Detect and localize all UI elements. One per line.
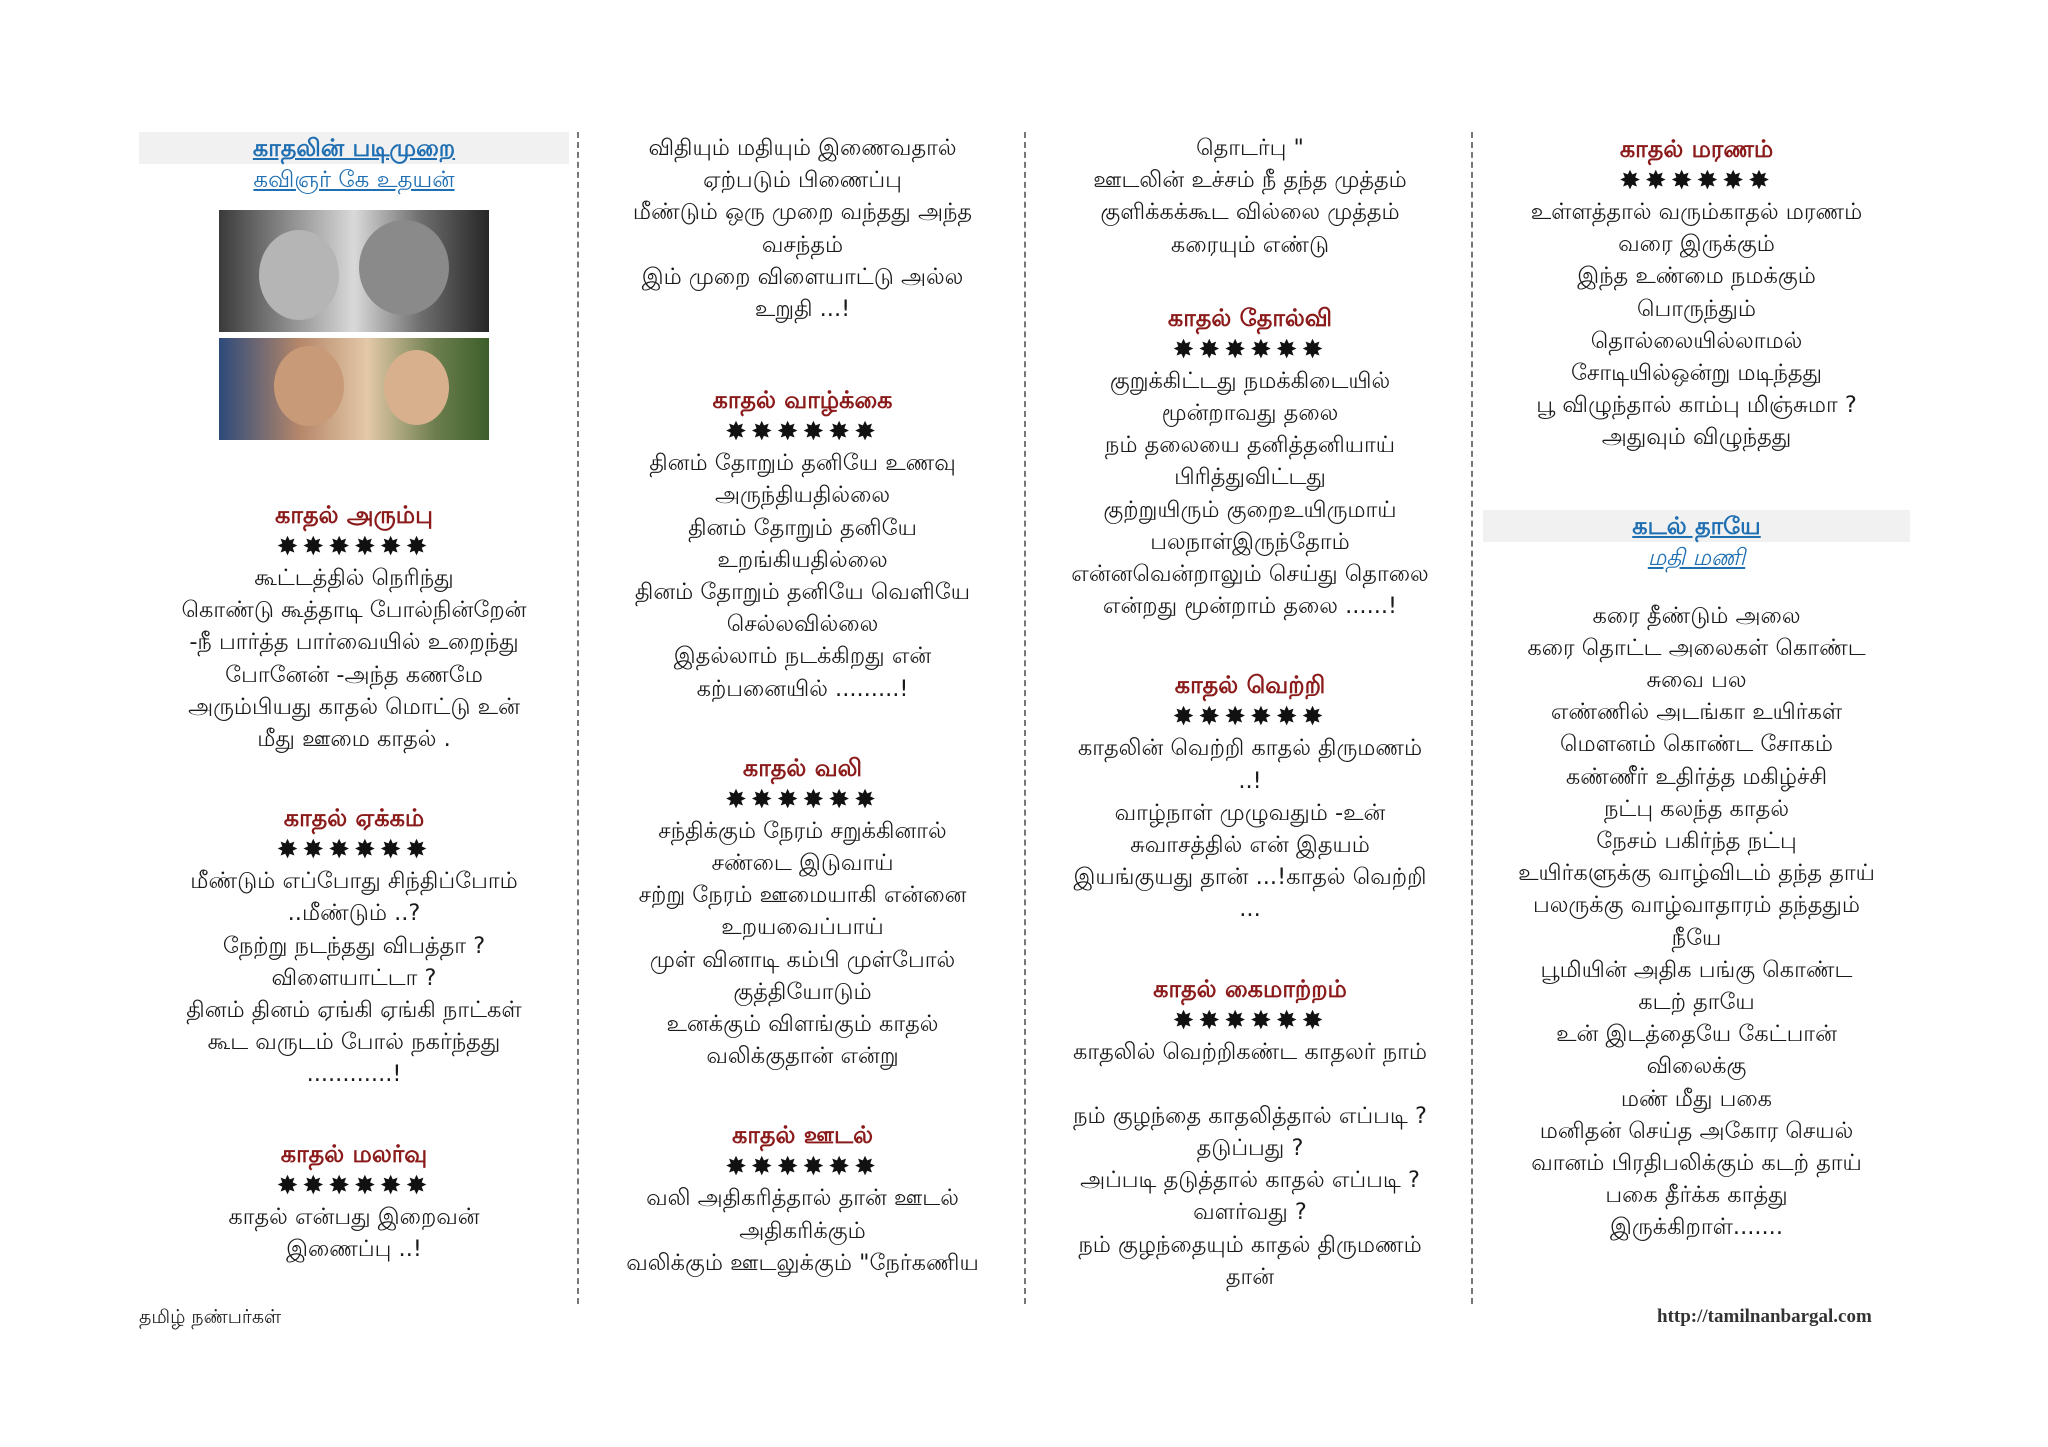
poem-line: நீயே bbox=[1671, 924, 1722, 951]
continued-text bbox=[1035, 132, 1465, 261]
poem-line: வரை இருக்கும் bbox=[1618, 231, 1775, 258]
poem-line: இம் முறை விளையாட்டு அல்ல bbox=[641, 263, 964, 290]
poem-line: சந்திக்கும் நேரம் சறுக்கினால் bbox=[658, 817, 947, 844]
poem-line: குத்தியோடும் bbox=[733, 978, 872, 1005]
poem-line: நேசம் பகிர்ந்த நட்பு bbox=[1596, 828, 1797, 855]
poem-line: வலி அதிகரித்தால் தான் ஊடல் bbox=[646, 1185, 959, 1212]
poem-line: தினம் தோறும் தனியே வெளியே bbox=[634, 579, 971, 606]
section-kadhal-vali bbox=[590, 751, 1015, 1073]
section-kadhal-ekkam bbox=[139, 801, 569, 1090]
section-title: காதல் கைமாற்றம் bbox=[1153, 974, 1347, 1003]
poem-line: என்றது மூன்றாம் தலை ......! bbox=[1102, 593, 1398, 620]
star-divider: ✸✸✸✸✸✸ bbox=[1172, 702, 1328, 733]
poem-line: ஏற்படும் பிணைப்பு bbox=[703, 167, 902, 194]
section-title: காதல் ஊடல் bbox=[731, 1121, 874, 1150]
section-kadhal-arumbu bbox=[139, 498, 569, 755]
section-kadhal-oodal bbox=[590, 1118, 1015, 1279]
column-separator bbox=[1471, 132, 1473, 1304]
poem-line: மண் மீது பகை bbox=[1620, 1085, 1773, 1112]
poem-line: தொல்லையில்லாமல் bbox=[1590, 327, 1803, 354]
section-title: காதல் மரணம் bbox=[1619, 135, 1774, 163]
poem-line: இதல்லாம் நடக்கிறது என் bbox=[673, 643, 932, 670]
poem-line: பூமியின் அதிக பங்கு கொண்ட bbox=[1540, 956, 1853, 983]
star-divider: ✸✸✸✸✸✸ bbox=[276, 1170, 432, 1201]
poem-line: காதலின் வெற்றி காதல் திருமணம் bbox=[1077, 735, 1423, 762]
poem-kadal-thaaye bbox=[1483, 600, 1910, 1244]
section-kadhal-vetri bbox=[1035, 668, 1465, 925]
section-kadhal-kaimatram bbox=[1035, 972, 1465, 1293]
elderly-couple-photo bbox=[219, 338, 489, 440]
poem-line: தினம் தோறும் தனியே உணவு bbox=[649, 450, 956, 477]
poem-line: தினம் தினம் ஏங்கி ஏங்கி நாட்கள் bbox=[186, 997, 522, 1024]
poem-line: கொண்டு கூத்தாடி போல்நின்றேன் bbox=[181, 597, 527, 624]
poem-line: விதியும் மதியும் இணைவதால் bbox=[648, 135, 957, 161]
poem-line: எண்ணில் அடங்கா உயிர்கள் bbox=[1550, 699, 1843, 726]
poem-line: அரும்பியது காதல் மொட்டு உன் bbox=[188, 693, 520, 720]
poem-line: சண்டை இடுவாய் bbox=[711, 850, 894, 877]
poem-line: உறுதி ...! bbox=[754, 296, 851, 323]
poem-line: வலிக்குதான் என்று bbox=[706, 1043, 899, 1070]
poem-line: கடற் தாயே bbox=[1638, 989, 1755, 1016]
star-divider: ✸✸✸✸✸✸ bbox=[725, 417, 880, 448]
poem-header bbox=[1483, 510, 1910, 542]
poem-line: கற்பனையில் .........! bbox=[696, 675, 909, 702]
poem-line: தினம் தோறும் தனியே bbox=[688, 514, 917, 541]
poem-line: வானம் பிரதிபலிக்கும் கடற் தாய் bbox=[1531, 1150, 1862, 1177]
poem-line: தொடர்பு " bbox=[1196, 135, 1304, 161]
star-divider: ✸✸✸✸✸✸ bbox=[1619, 166, 1774, 196]
poem-line: வசந்தம் bbox=[761, 231, 844, 258]
poem-line: பொருந்தும் bbox=[1637, 295, 1756, 322]
poem-line: காதலில் வெற்றிகண்ட காதலர் நாம் bbox=[1072, 1038, 1428, 1065]
poem-line: இயங்குயது தான் ...!காதல் வெற்றி bbox=[1073, 864, 1427, 891]
column-1 bbox=[139, 132, 569, 1302]
couple-photo bbox=[219, 210, 489, 332]
poem-line: என்னவென்றாலும் செய்து தொலை bbox=[1071, 561, 1429, 588]
poem-line: சற்று நேரம் ஊமையாகி என்னை bbox=[638, 882, 967, 909]
poem-line: ... bbox=[1239, 896, 1261, 923]
poem-line: அப்படி தடுத்தால் காதல் எப்படி ? bbox=[1080, 1167, 1420, 1194]
poem-title-link[interactable]: கடல் தாயே bbox=[1632, 511, 1761, 540]
poem-line: கூட வருடம் போல் நகர்ந்தது bbox=[207, 1029, 501, 1056]
poem-line: பிரித்துவிட்டது bbox=[1174, 464, 1326, 491]
poem-line: நேற்று நடந்தது விபத்தா ? bbox=[222, 932, 486, 959]
poem-line: மனிதன் செய்த அகோர செயல் bbox=[1539, 1117, 1854, 1144]
poem-line: வளர்வது ? bbox=[1193, 1199, 1307, 1226]
poem-line: குளிக்கக்கூட வில்லை முத்தம் bbox=[1100, 199, 1400, 226]
section-title: காதல் வெற்றி bbox=[1174, 671, 1326, 700]
section-kadhal-tholvi bbox=[1035, 301, 1465, 623]
author-link[interactable]: கவிஞர் கே உதயன் bbox=[253, 167, 455, 193]
poem-line: அதிகரிக்கும் bbox=[739, 1217, 866, 1244]
poem-line: பூ விழுந்தால் காம்பு மிஞ்சுமா ? bbox=[1536, 392, 1857, 419]
poem-line: உள்ளத்தால் வரும்காதல் மரணம் bbox=[1530, 199, 1863, 225]
star-divider: ✸✸✸✸✸✸ bbox=[276, 835, 432, 866]
poem-line: தான் bbox=[1225, 1263, 1275, 1290]
poem-line: வலிக்கும் ஊடலுக்கும் "நேர்கணிய bbox=[626, 1249, 979, 1276]
poem-line: முள் வினாடி கம்பி முள்போல் bbox=[649, 946, 956, 973]
poem-line: மூன்றாவது தலை bbox=[1161, 400, 1339, 427]
poem-line: ஊடலின் உச்சம் நீ தந்த முத்தம் bbox=[1093, 167, 1407, 194]
poem-line: நம் குழந்தை காதலித்தால் எப்படி ? bbox=[1073, 1102, 1427, 1129]
poem-line: கூட்டத்தில் நெரிந்து bbox=[254, 565, 454, 591]
column-3 bbox=[1035, 132, 1465, 1302]
star-divider: ✸✸✸✸✸✸ bbox=[1172, 1005, 1328, 1036]
poem-line bbox=[1035, 1068, 1465, 1100]
poem-line: விளையாட்டா ? bbox=[271, 964, 437, 991]
footer-site-name: தமிழ் நண்பர்கள் bbox=[139, 1306, 282, 1328]
column-4 bbox=[1483, 132, 1910, 1302]
poem-header bbox=[139, 132, 569, 164]
poem-line: போனேன் -அந்த கணமே bbox=[225, 661, 483, 688]
poem-line: உன் இடத்தையே கேட்பான் bbox=[1556, 1021, 1837, 1048]
poem-line: மீண்டும் ஒரு முறை வந்தது அந்த bbox=[632, 199, 973, 226]
section-title: காதல் வாழ்க்கை bbox=[712, 386, 893, 415]
poem-line: சுவாசத்தில் என் இதயம் bbox=[1130, 832, 1370, 859]
poem-line: கரையும் எண்டு bbox=[1170, 231, 1330, 258]
author-link[interactable]: மதி மணி bbox=[1647, 544, 1746, 571]
section-kadhal-vazhkai bbox=[590, 383, 1015, 705]
poem-line: மௌனம் கொண்ட சோகம் bbox=[1559, 731, 1834, 758]
section-kadhal-maranam bbox=[1483, 132, 1910, 454]
poem-line: தடுப்பது ? bbox=[1196, 1135, 1304, 1162]
star-divider: ✸✸✸✸✸✸ bbox=[725, 1152, 880, 1183]
poem-line: சுவை பல bbox=[1646, 667, 1747, 694]
poem-line: சோடியில்ஒன்று மடிந்தது bbox=[1570, 360, 1823, 387]
footer-url: http://tamilnanbargal.com bbox=[1657, 1306, 1872, 1327]
poem-line: பகை தீர்க்க காத்து bbox=[1605, 1182, 1788, 1209]
poem-line: ............! bbox=[306, 1061, 402, 1088]
poem-line: ..மீண்டும் ..? bbox=[287, 900, 421, 927]
poem-line: உறயவைப்பாய் bbox=[721, 914, 884, 941]
poem-line: குறுக்கிட்டது நமக்கிடையில் bbox=[1109, 367, 1391, 394]
poem-line: இணைப்பு ..! bbox=[286, 1235, 422, 1262]
star-divider: ✸✸✸✸✸✸ bbox=[276, 532, 432, 562]
poem-line: ..! bbox=[1238, 767, 1262, 794]
poem-line: உயிர்களுக்கு வாழ்விடம் தந்த தாய் bbox=[1518, 860, 1875, 887]
poem-line: கண்ணீர் உதிர்த்த மகிழ்ச்சி bbox=[1565, 763, 1828, 790]
section-title: காதல் அரும்பு bbox=[275, 501, 433, 529]
poem-line: செல்லவில்லை bbox=[726, 611, 879, 638]
poem-line: அருந்தியதில்லை bbox=[714, 482, 891, 509]
section-kadhal-malarvu bbox=[139, 1137, 569, 1265]
poem-line: கரை தீண்டும் அலை bbox=[1592, 602, 1801, 629]
column-2 bbox=[590, 132, 1015, 1302]
poem-line: பலநாள்இருந்தோம் bbox=[1150, 528, 1350, 555]
section-title: காதல் ஏக்கம் bbox=[283, 804, 425, 833]
poem-line: கரை தொட்ட அலைகள் கொண்ட bbox=[1527, 634, 1866, 661]
poem-line: காதல் என்பது இறைவன் bbox=[228, 1203, 480, 1230]
star-divider: ✸✸✸✸✸✸ bbox=[725, 784, 880, 815]
section-title: காதல் தோல்வி bbox=[1167, 303, 1333, 332]
poem-line: நம் குழந்தையும் காதல் திருமணம் bbox=[1078, 1231, 1422, 1258]
poem-title-link[interactable]: காதலின் படிமுறை bbox=[252, 134, 456, 162]
poem-line: அதுவும் விழுந்தது bbox=[1601, 424, 1792, 451]
poem-line: உனக்கும் விளங்கும் காதல் bbox=[666, 1011, 939, 1038]
section-title: காதல் வலி bbox=[742, 753, 863, 782]
poem-line: விலைக்கு bbox=[1646, 1053, 1747, 1080]
column-separator bbox=[1024, 132, 1026, 1304]
section-title: காதல் மலர்வு bbox=[280, 1139, 428, 1168]
poem-line: குற்றுயிரும் குறைஉயிருமாய் bbox=[1103, 496, 1397, 523]
poem-line: நட்பு கலந்த காதல் bbox=[1603, 795, 1790, 822]
poem-line: உறங்கியதில்லை bbox=[717, 546, 888, 573]
star-divider: ✸✸✸✸✸✸ bbox=[1172, 334, 1328, 365]
poem-line: மீது ஊமை காதல் . bbox=[257, 726, 451, 753]
poem-line: நம் தலையை தனித்தனியாய் bbox=[1104, 432, 1396, 459]
poem-line: வாழ்நாள் முழுவதும் -உன் bbox=[1114, 799, 1386, 826]
column-separator bbox=[577, 132, 579, 1304]
poem-line: இந்த உண்மை நமக்கும் bbox=[1577, 263, 1816, 290]
continued-text bbox=[590, 132, 1015, 325]
poem-line: மீண்டும் எப்போது சிந்திப்போம் bbox=[190, 868, 518, 895]
poem-line: இருக்கிறாள்....... bbox=[1609, 1214, 1783, 1241]
poem-line: -நீ பார்த்த பார்வையில் உறைந்து bbox=[189, 629, 519, 656]
poem-line: பலருக்கு வாழ்வாதாரம் தந்ததும் bbox=[1532, 892, 1861, 919]
